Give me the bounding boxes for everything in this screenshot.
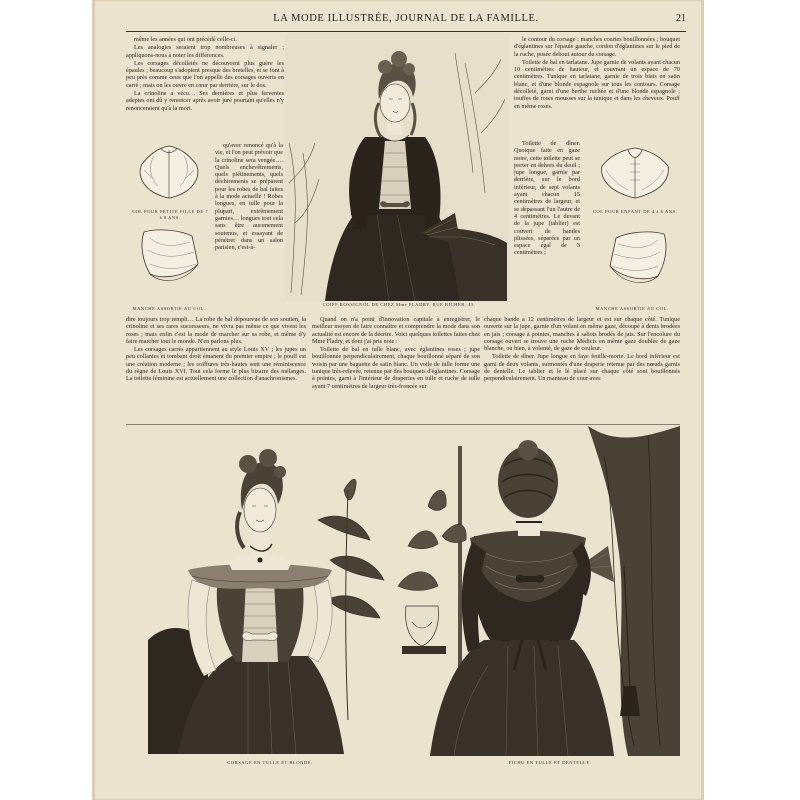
page-right-edge [701,0,704,800]
left-column-bottom [126,316,306,420]
caption-main-figure: COIFF ROSSIGNOL DE CHEZ Mme FLADRY, RUE RICHER, 43. [322,302,476,307]
page-header [126,13,686,31]
right-narrow-column [514,140,580,312]
caption-sleeve-left: MANCHE ASSORTIE AU COL. [132,306,206,311]
paragraph: Toilette de bal en tarlatane. Jupe garnie de volants ayant chacun 10 centimètres de hauteur, et couvrant un espace de 70 centimètres. Tunique en tarlatane, garnie de trois biais en satin blanc, et d'une blonde espagnole sur tous les contours. Corsage décolleté, garni d'une berthe ruchée et d'une blonde espagnole ; touffes de roses mousses sur la tunique et dans les cheveux. Pouff en même roses. [514,58,680,110]
section-rule [126,424,680,425]
sleeve-left-illustration [136,224,206,292]
caption-sleeve-right: MANCHE ASSORTIE AU COL. [595,306,669,311]
caption-collar-child: COL POUR ENFANT DE 4 à 6 ANS. [592,209,678,214]
header-rule [126,31,686,32]
main-fashion-illustration [285,33,509,301]
paragraph: Les corsages décolletés ne découvrent plus guère les épaules ; beaucoup s'adoptent presque des bretelles, et se font à peu près comme ceux que l'on appelle des corsages ouverts en carré ; mais on les ouvre en cœur par derrière, sur le dos. [126,59,284,89]
paragraph: Toilette de dîner. Quoique faite en gaze noire, cette toilette peut se porter en dehors du deuil ; jupe longue, garnie par derrière, sur le bord inférieur, de sept volants ayant chacun 15 centimètres de largeur, et se dépassant l'un l'autre de 4 centimètres. Le devant de la jupe (tablier) est couvert de bandes plissées, séparées par un espace égal de 3 centimètres ; [514,140,580,257]
paragraph: Les corsages carrés appartiennent au style Louis XV ; les jupes un peu collantes et tombant droit émanent du premier empire ; le pouff est une création moderne ; les coiffures très-hautes sont une réminiscence du règne de Louis XVI. Tout cela forme le plus bizarre des mélanges. La toilette féminine est actuellement une collection d'anachronismes. [126,346,306,383]
paragraph: chaque bande a 12 centimètres de largeur et est sur chaque côté. Tunique ouverte sur la jupe, garnie d'un volant en même gaze, découpé à dents brodées en jais ; corsage à pointes, manches à sabots brodés de jais. Sur l'encolure du corsage ouvert se trouve une ruche Médicis en même gaze doublée de gaze blanche, ou bien, à volonté, de gaze de couleur. [484,316,680,353]
sleeve-right-illustration [602,226,674,294]
fichu-illustration [398,426,680,756]
paragraph: dire toujours trop rempli… La robe de bal dépourvue de son soutien, la crinoline et ses rares successeurs, ne vivra pas même ce que vivent les roses ; mais enfin c'est la mode de marcher sur sa robe, et même d'y faire marcher tout le monde. N'en parlons plus. [126,316,306,345]
collar-child-illustration [592,140,678,208]
paragraph: Quand on n'a point d'innovation capitale à enregistrer, le meilleur moyen de faire connaître et comprendre la mode dans son actualité est encore de la décrire. Voici quelques toilettes faites chez Mme Fladry, et dont j'ai pris note : [312,316,480,345]
left-narrow-column [215,142,283,312]
corsage-illustration [148,430,388,754]
middle-column-bottom [312,316,480,420]
collar-girl-illustration [128,140,210,208]
caption-collar-girl: COL POUR PETITE FILLE DE 7 à 8 ANS. [131,209,209,220]
paragraph: La crinoline a vécu… Ses dernières et plus ferventes adeptes ont dû y renoncer après avoir juré pourtant qu'elles n'y renonceraient qu'à la mort. [126,90,284,112]
page-number: 21 [676,13,686,24]
paragraph: Toilette de dîner. Jupe longue en faye feuille-morte. Le bord inférieur est garni de deux volants, surmontés d'une draperie retenue par des nœuds garnis de dentelle. Le tablier et le lé placé sur chaque côté sont bouillonnés perpendiculairement. Un manteau de cour avec [484,353,680,383]
right-column-bottom [484,316,680,420]
page-left-edge [92,0,95,800]
right-column-top [514,36,680,142]
paragraph: Toilette de bal en tulle blanc, avec églantines roses ; jupe bouillonnée perpendiculairement, chaque bouillonné séparé de son voisin par une baguette de satin blanc. Un voile de tulle forme une tunique très-relevée, retenue par des bouquets d'églantines. Corsage à pointes, garni à l'intérieur de draperies en tulle et ruche de tulle ayant 7 centimètres de largeur très-froncée sur [312,346,480,390]
paragraph: même les années qui ont précédé celle-ci. [134,36,237,43]
paragraph: le contour du corsage ; manches courtes bouillonnées ; bouquet d'églantines sur l'épaule gauche, cordon d'églantines sur le pied de la ruche, posée debout autour du corsage. [514,36,680,58]
caption-bottom-left: CORSAGE EN TULLE ET BLONDE. [227,760,313,765]
journal-title: LA MODE ILLUSTRÉE, JOURNAL DE LA FAMILLE. [273,13,539,24]
left-column-top [126,36,284,142]
caption-bottom-right: FICHU EN TULLE ET DENTELLE. [508,760,592,765]
paragraph: Les analogies seraient trop nombreuses à signaler ; appliquons-nous à noter les différences. [126,44,284,59]
paragraph: qu'avec renoncé qu'à la vie, et l'on peut prévoir que la crinoline sera vengée…. Quels enchevêtrements, quels piétinements, quels déchirements se préparent pour les robes de bal faites à la mode actuelle ! Robes longues, en tulle pour la plupart, extrêmement garnies… longues tout cela sans être aucunement soutenus, et essayant de pénétrer dans un salon parisien, c'est-à- [215,142,283,252]
